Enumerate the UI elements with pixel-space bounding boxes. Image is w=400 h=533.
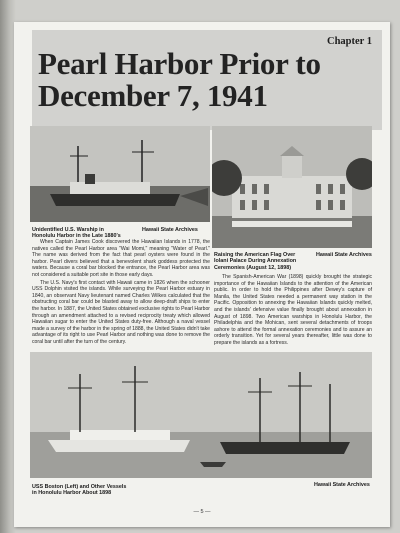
palace-credit: Hawaii State Archives bbox=[316, 252, 372, 258]
palace-caption-line-3: Ceremonies (August 12, 1898) bbox=[214, 264, 291, 271]
chapter-label: Chapter 1 bbox=[326, 36, 372, 47]
warship-photo bbox=[30, 126, 210, 222]
palace-caption-line-2: Iolani Palace During Annexation bbox=[214, 258, 297, 265]
warship-caption-line-1: Unidentified U.S. Warship in bbox=[32, 227, 104, 233]
page-number: — 5 — bbox=[193, 509, 211, 515]
boston-caption-line-2: in Honolulu Harbor About 1898 bbox=[32, 490, 112, 497]
left-paragraph-2: The U.S. Navy's first contact with Hawaii came in 1826 when the schooner USS Dolphin visited the islands. While surveying the Pearl Harbor estuary in 1840, an observant Navy lieutenant named Charles Wilkes calculated that the obstructing coral bar could be blasted away to allow deep-draft ships to enter the harbor. In 1887, the United States obtained exclusive rights to Pearl Harbor through an amendment attached to a revised reciprocity treaty which allowed Hawaiian sugar to enter the United States duty-free. Although a naval vessel made a survey of the harbor in the spring of 1888, the United States didn't take advantage of its right to use Pearl Harbor and nothing was done to remove the coral bar until after the turn of the century. bbox=[32, 279, 210, 345]
boston-caption-line-1: USS Boston (Left) and Other Vessels bbox=[32, 484, 127, 490]
title-band bbox=[32, 30, 382, 130]
palace-caption-line-1: Raising the American Flag Over bbox=[214, 252, 296, 258]
warship-credit: Hawaii State Archives bbox=[142, 227, 198, 233]
book-page bbox=[14, 22, 390, 527]
warship-caption-line-2: Honolulu Harbor in the Late 1880's bbox=[32, 233, 121, 240]
page-title bbox=[38, 48, 378, 112]
right-text-column bbox=[214, 274, 372, 348]
warship-caption bbox=[32, 227, 152, 240]
palace-photo bbox=[212, 126, 372, 248]
page-title-line-2: December 7, 1941 bbox=[38, 78, 268, 113]
page-title-line-1: Pearl Harbor Prior to bbox=[38, 46, 321, 81]
boston-credit: Hawaii State Archives bbox=[314, 482, 370, 488]
left-paragraph-1: When Captain James Cook discovered the Hawaiian Islands in 1778, the natives called the Pearl Harbor area "Wai Momi," meaning "Water of Pearl." The name was derived from the fact that pearl oysters were found in the harbor. Pearl divers believed that a benevolent shark goddess protected the waters. Because a coral bar blocked the entrance, the Pearl Harbor area was not considered a suitable port site in those early days. bbox=[32, 239, 210, 278]
boston-photo bbox=[30, 352, 372, 478]
boston-caption bbox=[32, 484, 182, 497]
right-paragraph-1: The Spanish-American War (1898) quickly brought the strategic importance of the Hawaiian Islands to the attention of the American public. In order to hold the Philippines after Dewey's capture of Manila, the United States needed a permanent way station in the Pacific. Opposition to annexing the Hawaiian Islands quickly melted, and the islands' defensive value finally brought about annexation in August of 1898. Two American warships in Honolulu Harbor, the Philadelphia and the Mohican, sent several detachments of troops ashore to attend the formal annexation ceremonies and to assure an orderly transition. Yet for several years thereafter, little was done to prepare the islands as a fortress. bbox=[214, 274, 372, 346]
palace-caption bbox=[214, 252, 324, 271]
left-text-column bbox=[32, 239, 210, 347]
